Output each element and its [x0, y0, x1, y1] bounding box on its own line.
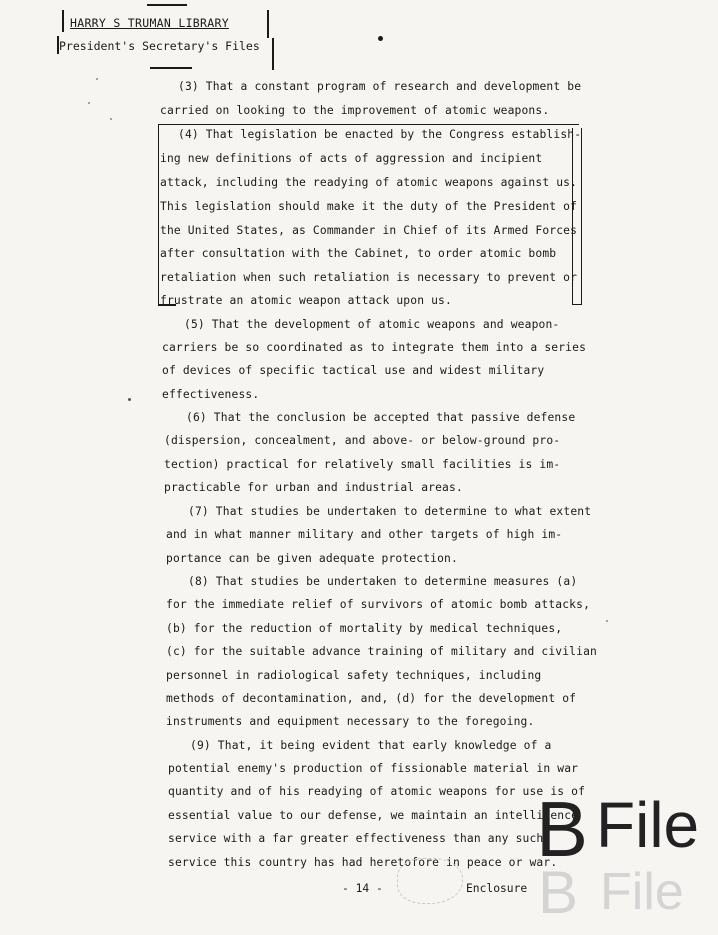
page-number: - 14 - — [342, 882, 383, 895]
text-line: practicable for urban and industrial areas. — [164, 481, 463, 494]
text-line: methods of decontamination, and, (d) for the development of — [166, 692, 577, 705]
stamp-library-name: HARRY S TRUMAN LIBRARY — [70, 16, 229, 30]
text-line: This legislation should make it the duty of the President of — [160, 200, 578, 213]
stamp-bottom-rule — [150, 67, 192, 69]
faint-seal — [397, 858, 463, 904]
text-line: ing new definitions of acts of aggression and incipient — [160, 152, 543, 165]
margin-file-mark: File — [596, 789, 700, 861]
text-line: (6) That the conclusion be accepted that passive defense — [186, 411, 576, 424]
text-line: potential enemy's production of fissionable material in war — [168, 762, 579, 775]
text-line: instruments and equipment necessary to the foregoing. — [166, 715, 535, 728]
paper-speck — [110, 118, 112, 120]
text-line: and in what manner military and other targets of high im- — [166, 528, 563, 541]
text-line: carried on looking to the improvement of atomic weapons. — [160, 104, 550, 117]
stamp-border-right-lower — [272, 38, 274, 70]
text-line: (7) That studies be undertaken to determine to what extent — [188, 505, 592, 518]
text-line: (8) That studies be undertaken to determine measures (a) — [188, 575, 578, 588]
enclosure-label: Enclosure — [466, 882, 528, 895]
text-line: of devices of specific tactical use and widest military — [162, 364, 545, 377]
paper-speck — [606, 620, 608, 622]
text-line: portance can be given adequate protection. — [166, 552, 458, 565]
text-line: frustrate an atomic weapon attack upon us. — [160, 294, 452, 307]
stamp-top-rule — [147, 4, 187, 6]
stamp-border-right — [267, 10, 269, 38]
margin-file-ghost: File — [600, 863, 684, 921]
text-line: essential value to our defense, we maintain an intelligence — [168, 809, 579, 822]
text-line: (dispersion, concealment, and above- or below-ground pro- — [164, 434, 561, 447]
stamp-border-left — [62, 10, 64, 32]
text-line: (3) That a constant program of research and development be — [178, 80, 582, 93]
text-line: (b) for the reduction of mortality by medical techniques, — [166, 622, 563, 635]
text-line: (5) That the development of atomic weapons and weapon- — [184, 318, 560, 331]
margin-letter-mark: B — [536, 785, 589, 873]
text-line: quantity and of his readying of atomic weapons for use is of — [168, 785, 586, 798]
text-line: (9) That, it being evident that early knowledge of a — [190, 739, 552, 752]
text-line: tection) practical for relatively small facilities is im- — [164, 458, 561, 471]
ink-dot — [378, 36, 383, 41]
paper-speck — [96, 78, 98, 80]
paper-speck — [88, 102, 90, 104]
text-line: retaliation when such retaliation is necessary to prevent or — [160, 271, 578, 284]
text-line: attack, including the readying of atomic weapons against us. — [160, 176, 578, 189]
stamp-collection-name: President's Secretary's Files — [59, 39, 260, 53]
margin-letter-ghost: B — [538, 859, 579, 926]
text-line: service this country has had heretofore in peace or war. — [168, 856, 558, 869]
text-line: (c) for the suitable advance training of military and civilian — [166, 645, 597, 658]
paper-speck — [128, 398, 131, 401]
text-line: the United States, as Commander in Chief of its Armed Forces — [160, 224, 578, 237]
archive-stamp — [59, 10, 282, 72]
text-line: service with a far greater effectiveness than any such — [168, 832, 544, 845]
text-line: (4) That legislation be enacted by the Congress establish- — [178, 128, 582, 141]
text-line: carriers be so coordinated as to integrate them into a series — [162, 341, 587, 354]
text-line: personnel in radiological safety techniques, including — [166, 669, 542, 682]
text-line: effectiveness. — [162, 388, 260, 401]
text-line: after consultation with the Cabinet, to order atomic bomb — [160, 247, 557, 260]
text-line: for the immediate relief of survivors of atomic bomb attacks, — [166, 598, 591, 611]
